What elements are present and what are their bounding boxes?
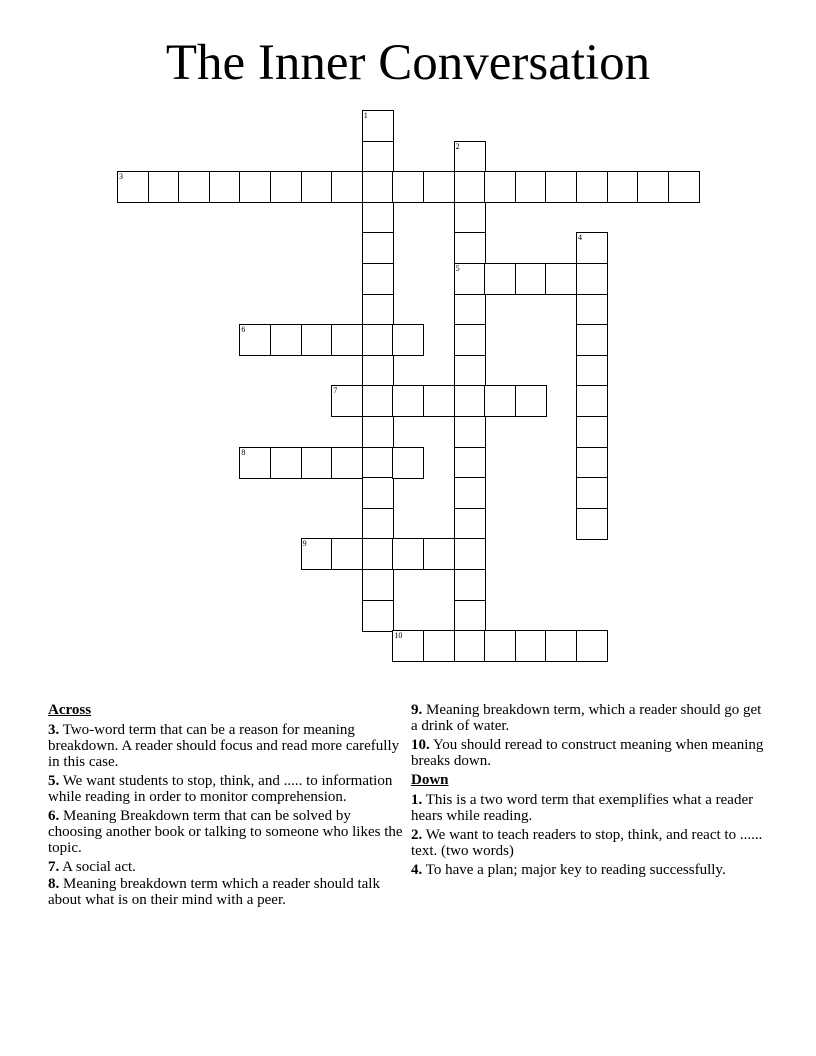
crossword-cell[interactable] xyxy=(637,171,669,203)
crossword-cell[interactable] xyxy=(362,477,394,509)
crossword-cell[interactable] xyxy=(392,447,424,479)
crossword-cell[interactable] xyxy=(239,171,271,203)
cell-number: 6 xyxy=(241,325,246,335)
crossword-cell[interactable] xyxy=(331,385,363,417)
crossword-cell[interactable] xyxy=(576,630,608,662)
crossword-cell[interactable] xyxy=(362,294,394,326)
crossword-cell[interactable] xyxy=(362,569,394,601)
crossword-cell[interactable] xyxy=(117,171,149,203)
cell-number: 7 xyxy=(333,386,338,396)
crossword-cell[interactable] xyxy=(484,263,516,295)
clue-across-7: 7. A social act. xyxy=(48,859,136,875)
crossword-cell[interactable] xyxy=(392,171,424,203)
crossword-cell[interactable] xyxy=(362,324,394,356)
crossword-cell[interactable] xyxy=(515,630,547,662)
crossword-cell[interactable] xyxy=(454,294,486,326)
crossword-cell[interactable] xyxy=(454,385,486,417)
clues-right-column xyxy=(411,702,771,881)
crossword-cell[interactable] xyxy=(454,263,486,295)
crossword-cell[interactable] xyxy=(362,447,394,479)
crossword-cell[interactable] xyxy=(423,171,455,203)
crossword-cell[interactable] xyxy=(454,171,486,203)
crossword-cell[interactable] xyxy=(178,171,210,203)
cell-number: 10 xyxy=(394,631,403,641)
clue-across-8: 8. Meaning breakdown term which a reader should talk about what is on their mind with a peer. xyxy=(48,876,380,908)
crossword-cell[interactable] xyxy=(576,477,608,509)
crossword-cell[interactable] xyxy=(515,385,547,417)
crossword-cell[interactable] xyxy=(454,416,486,448)
crossword-cell[interactable] xyxy=(484,171,516,203)
crossword-cell[interactable] xyxy=(239,324,271,356)
clue-down-4: 4. To have a plan; major key to reading successfully. xyxy=(411,862,726,878)
crossword-cell[interactable] xyxy=(454,600,486,632)
crossword-cell[interactable] xyxy=(515,171,547,203)
crossword-cell[interactable] xyxy=(454,538,486,570)
crossword-cell[interactable] xyxy=(454,141,486,173)
cell-number: 1 xyxy=(363,111,368,120)
crossword-cell[interactable] xyxy=(576,232,608,264)
crossword-cell[interactable] xyxy=(270,324,302,356)
crossword-cell[interactable] xyxy=(454,447,486,479)
crossword-cell[interactable] xyxy=(454,202,486,234)
crossword-cell[interactable] xyxy=(545,630,577,662)
crossword-cell[interactable] xyxy=(362,416,394,448)
crossword-cell[interactable] xyxy=(270,447,302,479)
crossword-cell[interactable] xyxy=(362,232,394,264)
crossword-cell[interactable] xyxy=(545,171,577,203)
crossword-cell[interactable] xyxy=(607,171,639,203)
down-heading: Down xyxy=(411,772,449,788)
crossword-cell[interactable] xyxy=(392,538,424,570)
crossword-cell[interactable] xyxy=(301,171,333,203)
clue-down-2: 2. We want to teach readers to stop, think, and react to ...... text. (two words) xyxy=(411,827,763,859)
cell-number: 9 xyxy=(302,539,307,549)
crossword-cell[interactable] xyxy=(331,447,363,479)
crossword-cell[interactable] xyxy=(148,171,180,203)
crossword-cell[interactable] xyxy=(576,508,608,540)
cell-number: 5 xyxy=(455,264,460,273)
crossword-cell[interactable] xyxy=(239,447,271,479)
crossword-cell[interactable] xyxy=(454,232,486,264)
clue-across-9: 9. Meaning breakdown term, which a reader should go get a drink of water. xyxy=(411,702,762,734)
clues-left-column xyxy=(48,702,408,911)
crossword-cell[interactable] xyxy=(362,355,394,387)
crossword-cell[interactable] xyxy=(423,385,455,417)
crossword-cell[interactable] xyxy=(331,538,363,570)
crossword-cell[interactable] xyxy=(576,294,608,326)
crossword-cell[interactable] xyxy=(545,263,577,295)
crossword-cell[interactable] xyxy=(454,355,486,387)
clue-across-10: 10. You should reread to construct meaning when meaning breaks down. xyxy=(411,737,764,769)
crossword-cell[interactable] xyxy=(515,263,547,295)
cell-number: 3 xyxy=(119,172,123,182)
crossword-cell[interactable] xyxy=(301,324,333,356)
crossword-cell[interactable] xyxy=(301,447,333,479)
crossword-cell[interactable] xyxy=(362,171,394,203)
crossword-cell[interactable] xyxy=(423,630,455,662)
crossword-cell[interactable] xyxy=(423,538,455,570)
crossword-cell[interactable] xyxy=(362,385,394,417)
crossword-cell[interactable] xyxy=(362,263,394,295)
crossword-cell[interactable] xyxy=(576,324,608,356)
clue-across-6: 6. Meaning Breakdown term that can be solved by choosing another book or talking to someone who likes the topic. xyxy=(48,808,403,856)
crossword-cell[interactable] xyxy=(362,202,394,234)
crossword-cell[interactable] xyxy=(362,600,394,632)
crossword-cell[interactable] xyxy=(576,447,608,479)
crossword-cell[interactable] xyxy=(209,171,241,203)
clue-across-3: 3. Two-word term that can be a reason for meaning breakdown. A reader should focus and read more carefully in this case. xyxy=(48,722,400,770)
across-heading: Across xyxy=(48,702,92,718)
crossword-cell[interactable] xyxy=(576,355,608,387)
crossword-cell[interactable] xyxy=(576,263,608,295)
crossword-cell[interactable] xyxy=(362,110,394,142)
crossword-cell[interactable] xyxy=(301,538,333,570)
crossword-cell[interactable] xyxy=(362,538,394,570)
puzzle-title: The Inner Conversation xyxy=(165,35,651,91)
cell-number: 8 xyxy=(241,447,246,457)
crossword-cell[interactable] xyxy=(362,141,394,173)
cell-number: 4 xyxy=(578,233,582,243)
cell-number: 2 xyxy=(455,141,460,151)
crossword-cell[interactable] xyxy=(454,508,486,540)
crossword-cell[interactable] xyxy=(668,171,700,203)
crossword-cell[interactable] xyxy=(454,324,486,356)
crossword-cell[interactable] xyxy=(484,630,516,662)
crossword-cell[interactable] xyxy=(392,630,424,662)
clue-down-1: 1. This is a two word term that exemplifies what a reader hears while reading. xyxy=(411,792,754,824)
crossword-cell[interactable] xyxy=(392,324,424,356)
crossword-cell[interactable] xyxy=(331,171,363,203)
crossword-cell[interactable] xyxy=(454,569,486,601)
crossword-cell[interactable] xyxy=(576,416,608,448)
crossword-cell[interactable] xyxy=(576,385,608,417)
crossword-cell[interactable] xyxy=(331,324,363,356)
crossword-cell[interactable] xyxy=(454,630,486,662)
crossword-cell[interactable] xyxy=(362,508,394,540)
clue-across-5: 5. We want students to stop, think, and ..... to information while reading in order to monitor comprehension. xyxy=(48,773,393,805)
crossword-cell[interactable] xyxy=(270,171,302,203)
crossword-cell[interactable] xyxy=(576,171,608,203)
crossword-cell[interactable] xyxy=(454,477,486,509)
crossword-cell[interactable] xyxy=(484,385,516,417)
crossword-cell[interactable] xyxy=(392,385,424,417)
